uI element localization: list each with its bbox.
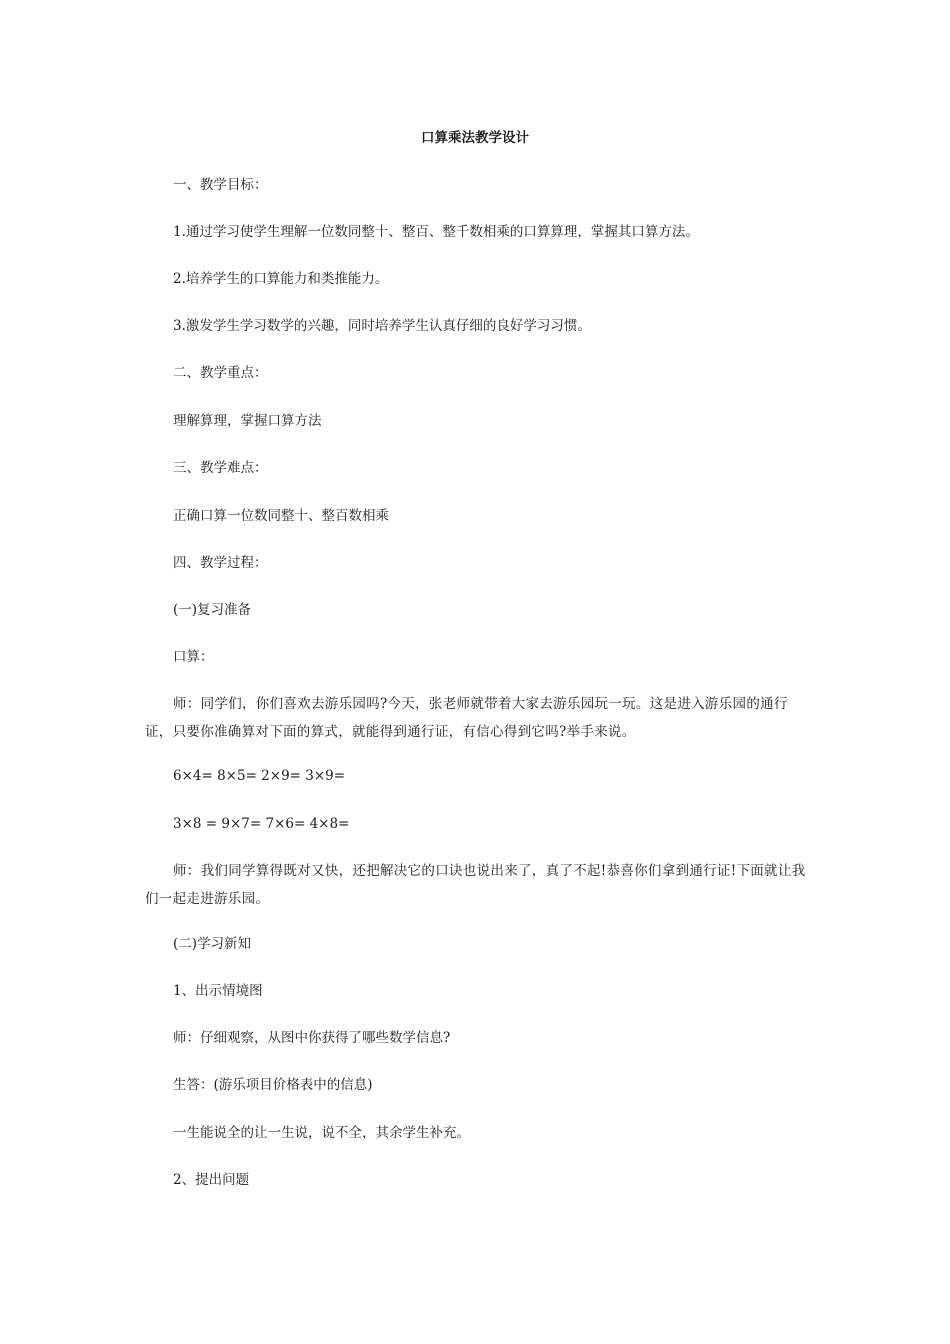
section-heading-objectives: 一、教学目标： xyxy=(173,177,268,193)
student-answer: 生答：(游乐项目价格表中的信息) xyxy=(173,1077,373,1093)
section-heading-key-points: 二、教学重点： xyxy=(173,365,268,381)
subsection-review: (一)复习准备 xyxy=(173,602,252,618)
step-ask-question: 2、提出问题 xyxy=(173,1172,250,1188)
difficulties-text: 正确口算一位数同整十、整百数相乘 xyxy=(173,508,389,524)
oral-calc-label: 口算： xyxy=(173,649,214,665)
teacher-paragraph-2: 师：我们同学算得既对又快，还把解决它的口诀也说出来了，真了不起!恭喜你们拿到通行证!下面就让我们一起走进游乐园。 xyxy=(145,863,806,907)
objective-2: 2.培养学生的口算能力和类推能力。 xyxy=(173,271,389,287)
key-points-text: 理解算理，掌握口算方法 xyxy=(173,413,322,429)
section-heading-difficulties: 三、教学难点： xyxy=(173,460,268,476)
subsection-new-knowledge: (二)学习新知 xyxy=(173,936,252,952)
objective-3: 3.激发学生学习数学的兴趣，同时培养学生认真仔细的良好学习习惯。 xyxy=(173,318,591,334)
teacher-paragraph-1: 师：同学们，你们喜欢去游乐园吗?今天，张老师就带着大家去游乐园玩一玩。这是进入游乐园的通行证，只要你准确算对下面的算式，就能得到通行证，有信心得到它吗?举手来说。 xyxy=(145,696,788,740)
document-title: 口算乘法教学设计 xyxy=(421,130,529,146)
step-show-picture: 1、出示情境图 xyxy=(173,983,263,999)
exercise-row-2: 3×8 = 9×7= 7×6= 4×8= xyxy=(173,816,350,832)
section-heading-process: 四、教学过程： xyxy=(173,555,268,571)
answer-note: 一生能说全的让一生说，说不全，其余学生补充。 xyxy=(173,1125,470,1141)
objective-1: 1.通过学习使学生理解一位数同整十、整百、整千数相乘的口算算理，掌握其口算方法。 xyxy=(173,224,699,240)
exercise-row-1: 6×4= 8×5= 2×9= 3×9= xyxy=(173,768,346,784)
teacher-question: 师：仔细观察，从图中你获得了哪些数学信息? xyxy=(173,1030,451,1046)
